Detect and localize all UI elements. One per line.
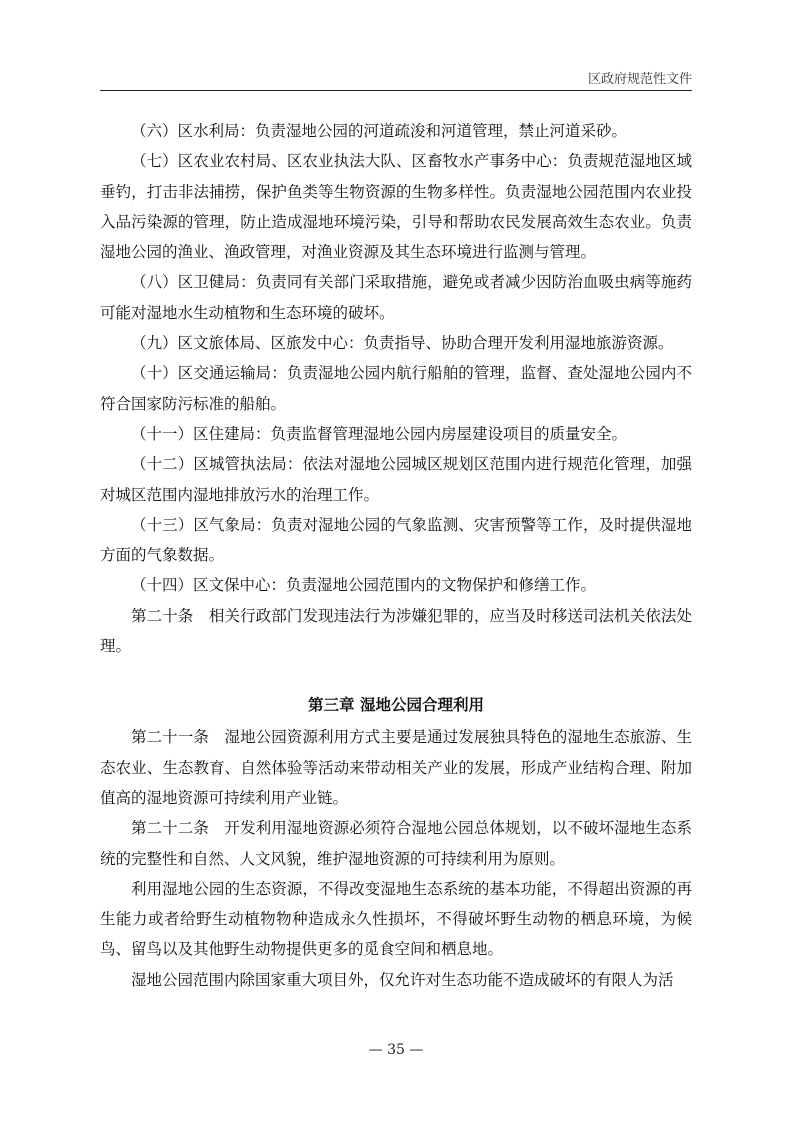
paragraph: （十一）区住建局：负责监督管理湿地公园内房屋建设项目的质量安全。 <box>131 424 628 443</box>
paragraph: （十四）区文保中心：负责湿地公园范围内的文物保护和修缮工作。 <box>131 576 597 595</box>
paragraph: （八）区卫健局：负责同有关部门采取措施，避免或者减少因防治血吸虫病等施药可能对湿地水生动植物和生态环境的破坏。 <box>100 273 692 322</box>
paragraph: 第二十一条 湿地公园资源利用方式主要是通过发展独具特色的湿地生态旅游、生态农业、生态教育、自然体验等活动来带动相关产业的发展，形成产业结构合理、附加值高的湿地资源可持续利用产业链。 <box>100 728 692 807</box>
paragraph: 利用湿地公园的生态资源，不得改变湿地生态系统的基本功能，不得超出资源的再生能力或者给野生动植物物种造成永久性损坏，不得破坏野生动物的栖息环境，为候鸟、留鸟以及其他野生动物提供更多的觅食空间和栖息地。 <box>100 879 692 959</box>
header-rule <box>100 90 692 91</box>
document-header: 区政府规范性文件 <box>587 72 692 87</box>
page-number: — 35 — <box>368 1042 424 1058</box>
paragraph: （十二）区城管执法局：依法对湿地公园城区规划区范围内进行规范化管理，加强对城区范围内湿地排放污水的治理工作。 <box>100 455 692 504</box>
paragraph: （十）区交通运输局：负责湿地公园内航行船舶的管理，监督、查处湿地公园内不符合国家防污标准的船舶。 <box>100 364 692 413</box>
paragraph: （六）区水利局：负责湿地公园的河道疏浚和河道管理，禁止河道采砂。 <box>131 122 628 140</box>
paragraph: （九）区文旅体局、区旅发中心：负责指导、协助合理开发利用湿地旅游资源。 <box>131 334 674 353</box>
paragraph: （十三）区气象局：负责对湿地公园的气象监测、灾害预警等工作，及时提供湿地方面的气象数据。 <box>100 515 692 565</box>
chapter-title: 第三章 湿地公园合理利用 <box>308 696 484 715</box>
paragraph: 第二十二条 开发利用湿地资源必须符合湿地公园总体规划，以不破坏湿地生态系统的完整性和自然、人文风貌，维护湿地资源的可持续利用为原则。 <box>100 819 692 868</box>
paragraph: 第二十条 相关行政部门发现违法行为涉嫌犯罪的，应当及时移送司法机关依法处理。 <box>100 606 692 656</box>
paragraph: 湿地公园范围内除国家重大项目外，仅允许对生态功能不造成破坏的有限人为活 <box>131 970 674 989</box>
paragraph: （七）区农业农村局、区农业执法大队、区畜牧水产事务中心：负责规范湿地区域垂钓，打击非法捕捞，保护鱼类等生物资源的生物多样性。负责湿地公园范围内农业投入品污染源的管理，防止造成湿地环境污染，引导和帮助农民发展高效生态农业。负责湿地公园的渔业、渔政管理，对渔业资源及其生态环境进行监测与管理。 <box>100 152 692 262</box>
document-body <box>100 116 692 995</box>
